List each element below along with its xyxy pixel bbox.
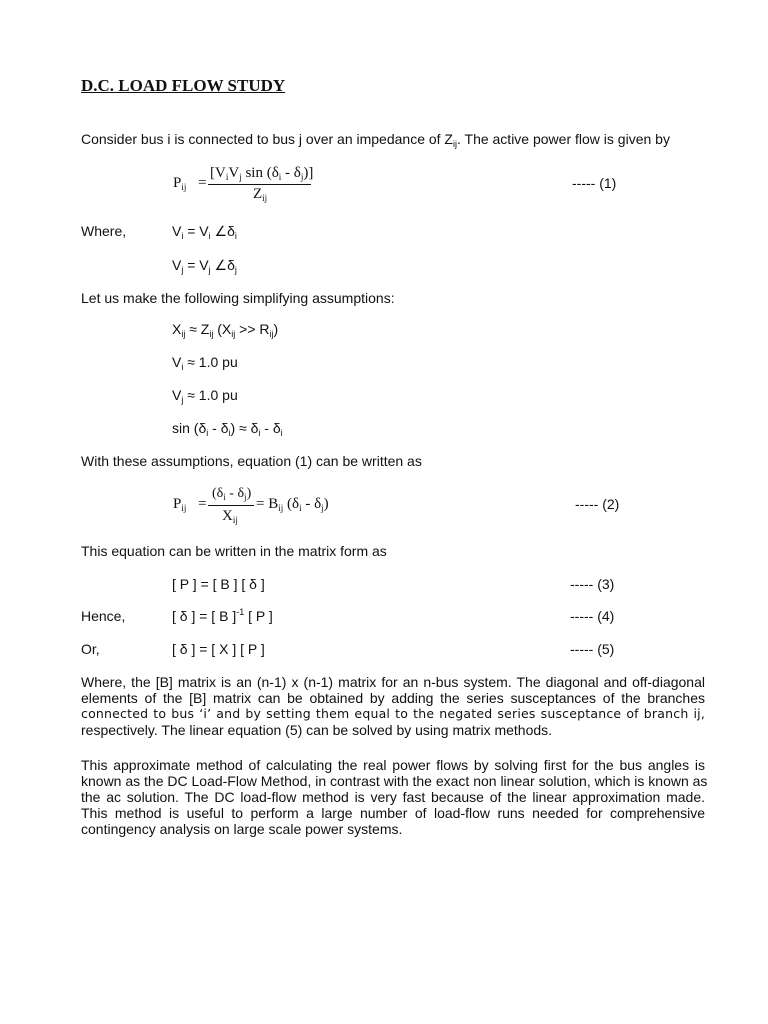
eq2-num-c: ): [246, 486, 252, 501]
eq1-denominator: [253, 186, 267, 202]
document-title: D.C. LOAD FLOW STUDY: [81, 76, 286, 95]
eq5: [ δ ] = [ X ] [ P ]: [172, 641, 265, 657]
eq5-number: ----- (5): [570, 641, 615, 657]
a1-b-sub: ij: [209, 329, 214, 339]
vi-c: ∠δ: [210, 223, 235, 239]
eq4-a: [ δ ] = [ B ]: [172, 608, 237, 624]
eq2-rhs-c: - δ: [301, 496, 322, 512]
eq2-num-a: (δ: [212, 486, 224, 501]
eq1-num-c: sin (δ: [241, 165, 279, 181]
eq2-rhs-b: (δ: [283, 496, 300, 512]
a2-a: V: [172, 354, 182, 370]
a1-c: (X: [213, 321, 232, 337]
eq2-intro: With these assumptions, equation (1) can be written as: [81, 453, 422, 469]
a4-b-sub: i: [228, 428, 231, 438]
eq3: [ P ] = [ B ] [ δ ]: [172, 576, 265, 592]
eq1-num-d: - δ: [281, 165, 301, 181]
hence-label: Hence,: [81, 608, 126, 624]
eq2-fraction-bar: [208, 505, 254, 506]
eq1-lhs-symbol: P: [173, 175, 182, 191]
a1-c-sub: ij: [231, 329, 236, 339]
eq4-sup: -1: [236, 607, 245, 617]
intro-subscript: ij: [452, 139, 457, 149]
eq2-numerator: [212, 486, 251, 502]
eq1-den-sub: ij: [262, 193, 268, 203]
eq4: [172, 608, 273, 624]
eq2-lhs: [173, 496, 207, 512]
eq2-den-sub: ij: [232, 515, 238, 525]
eq2-denominator: [222, 508, 238, 524]
vj-c: ∠δ: [210, 257, 235, 273]
para2-line-1: This approximate method of calculating the real power flows by solving first for the bus angles is: [81, 757, 705, 773]
para2-line-5: contingency analysis on large scale power systems.: [81, 821, 403, 837]
eq2-rhs-d: ): [323, 496, 329, 512]
vj-b: = V: [183, 257, 209, 273]
vi-b: = V: [183, 223, 209, 239]
vi-c-sub: i: [234, 231, 237, 241]
a2-b: ≈ 1.0 pu: [183, 354, 238, 370]
eq2-equals: =: [198, 496, 207, 512]
eq1-equals: =: [198, 175, 207, 191]
eq1-numerator: [210, 165, 313, 181]
where-label: Where,: [81, 223, 127, 239]
vi-definition: [172, 223, 237, 239]
para2-line-2: known as the DC Load-Flow Method, in contrast with the exact non linear solution, which is known as: [81, 773, 708, 789]
eq2-rhs-c-sub: j: [321, 503, 324, 513]
para1-line-1: Where, the [B] matrix is an (n-1) x (n-1) matrix for an n-bus system. The diagonal and off-diagonal: [81, 674, 705, 690]
a1-e: ): [273, 321, 279, 337]
eq1-num-b-sub: j: [239, 172, 242, 182]
eq2-num-b: - δ: [225, 486, 245, 501]
a4-b: - δ: [208, 420, 229, 436]
vi-b-sub: i: [208, 231, 211, 241]
eq1-num-a: [V: [210, 165, 226, 181]
eq2-rhs-a: = B: [256, 496, 279, 512]
vi-a: V: [172, 223, 182, 239]
a4-c-sub: i: [258, 428, 261, 438]
vj-c-sub: j: [234, 265, 237, 275]
a4-d: - δ: [260, 420, 281, 436]
para2-line-3: the ac solution. The DC load-flow method is very fast because of the linear approximation made.: [81, 789, 705, 805]
eq2-lhs-subscript: ij: [181, 503, 187, 513]
vj-a-sub: j: [181, 265, 184, 275]
eq3-number: ----- (3): [570, 576, 615, 592]
para1-line-3: connected to bus ‘i’ and by setting them equal to the negated series susceptance of branch ij,: [81, 706, 705, 721]
eq2-lhs-symbol: P: [173, 496, 182, 512]
eq2-rhs-a-sub: ij: [278, 503, 284, 513]
assumption-2: [172, 354, 238, 370]
eq1-num-e: )]: [303, 165, 314, 181]
eq2-rhs-b-sub: i: [299, 503, 302, 513]
a4-c: ) ≈ δ: [230, 420, 259, 436]
eq1-num-b: V: [228, 165, 240, 181]
a4-d-sub: i: [280, 428, 283, 438]
para1-line-4: respectively. The linear equation (5) can be solved by using matrix methods.: [81, 722, 553, 738]
a1-b: ≈ Z: [185, 321, 210, 337]
a3-b: ≈ 1.0 pu: [183, 387, 238, 403]
or-label: Or,: [81, 641, 100, 657]
eq1-lhs: [173, 175, 207, 191]
vj-b-sub: j: [208, 265, 211, 275]
intro-tail: . The active power flow is given by: [456, 131, 670, 147]
a1-d: >> R: [235, 321, 270, 337]
eq2-num-b-sub: j: [244, 492, 247, 502]
a3-a: V: [172, 387, 182, 403]
assumptions-intro: Let us make the following simplifying assumptions:: [81, 290, 395, 306]
eq2-den: X: [222, 508, 233, 524]
a1-d-sub: ij: [269, 329, 274, 339]
vi-a-sub: i: [181, 231, 184, 241]
a2-a-sub: i: [181, 362, 184, 372]
a3-a-sub: j: [181, 395, 184, 405]
eq1-num-c-sub: i: [278, 172, 282, 182]
assumption-4: [172, 420, 283, 436]
eq1-fraction-bar: [208, 184, 311, 185]
paragraph-1: [81, 674, 705, 738]
assumption-3: [172, 387, 238, 403]
para1-line-2: elements of the [B] matrix can be obtained by adding the series susceptances of the branches: [81, 690, 705, 706]
intro-text: Consider bus i is connected to bus j over an impedance of Z: [81, 131, 453, 147]
a1-a-sub: ij: [181, 329, 186, 339]
para2-line-4: This method is useful to perform a large number of load-flow runs needed for comprehensive: [81, 805, 705, 821]
eq1-lhs-subscript: ij: [181, 182, 187, 192]
vj-a: V: [172, 257, 182, 273]
eq2-num-a-sub: i: [223, 492, 226, 502]
vj-definition: [172, 257, 237, 273]
eq1-den: Z: [253, 186, 263, 202]
eq1-num-a-sub: i: [225, 172, 229, 182]
eq4-number: ----- (4): [570, 608, 615, 624]
eq2-rhs: [256, 496, 329, 512]
eq1-num-d-sub: j: [300, 172, 304, 182]
intro-sentence: [81, 131, 670, 147]
eq1-number: ----- (1): [572, 175, 617, 191]
a4-a: sin (δ: [172, 420, 207, 436]
matrix-intro: This equation can be written in the matrix form as: [81, 543, 387, 559]
a4-a-sub: i: [206, 428, 209, 438]
eq2-number: ----- (2): [575, 496, 620, 512]
a1-a: X: [172, 321, 182, 337]
assumption-1: [172, 321, 278, 337]
paragraph-2: [81, 757, 708, 837]
eq4-b: [ P ]: [244, 608, 273, 624]
